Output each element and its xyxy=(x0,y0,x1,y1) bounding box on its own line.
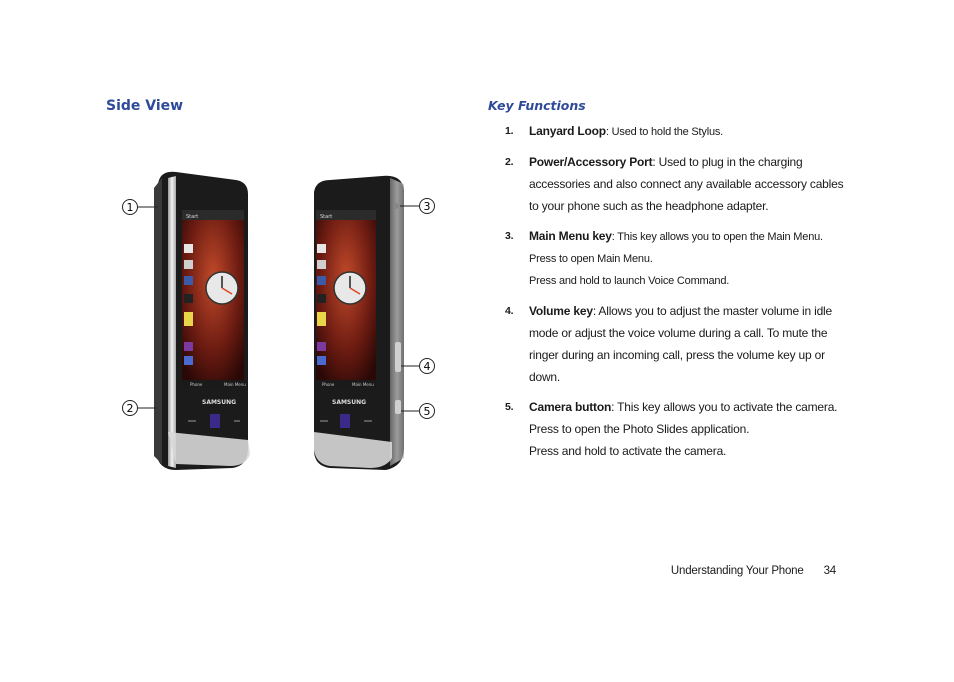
item-subline: Press and hold to activate the camera. xyxy=(529,444,727,458)
item-number: 3. xyxy=(505,230,514,242)
footer-section-title: Understanding Your Phone xyxy=(670,565,804,577)
volume-key xyxy=(395,342,401,372)
item-text: : This key allows you to activate the camera. xyxy=(611,400,838,414)
page-footer xyxy=(671,565,836,577)
main-menu-key xyxy=(393,203,399,209)
callout-3 xyxy=(400,199,435,214)
phone-left xyxy=(154,172,250,470)
soft-key-right-right: Main Menu xyxy=(352,382,374,387)
callout-5-label: 5 xyxy=(423,405,431,418)
list-item-main-menu-key xyxy=(500,225,845,292)
item-term: Lanyard Loop xyxy=(529,124,606,138)
phone-side-view-figure xyxy=(110,148,450,493)
item-number: 2. xyxy=(505,156,514,168)
callout-2-label: 2 xyxy=(126,402,134,415)
phone-right xyxy=(314,176,404,470)
status-bar-text-right: Start xyxy=(320,214,333,220)
soft-key-left: Phone xyxy=(190,382,203,387)
item-number: 4. xyxy=(505,305,514,317)
soft-key-right: Main Menu xyxy=(224,382,246,387)
page-number: 34 xyxy=(823,565,836,577)
item-subline: Press to open the Photo Slides application. xyxy=(529,422,750,436)
key-functions-title: Key Functions xyxy=(488,98,586,113)
brand-logo-right: SAMSUNG xyxy=(332,399,367,406)
list-item-lanyard-loop xyxy=(500,120,845,143)
list-item-power-port xyxy=(500,151,845,217)
item-term: Volume key xyxy=(529,304,593,318)
item-text: : This key allows you to open the Main Menu. xyxy=(611,231,823,243)
item-term: Camera button xyxy=(529,400,612,414)
item-subline: Press and hold to launch Voice Command. xyxy=(529,275,730,287)
item-term: Power/Accessory Port xyxy=(529,155,653,169)
item-number: 1. xyxy=(505,125,514,137)
brand-logo: SAMSUNG xyxy=(202,399,237,406)
callout-5 xyxy=(401,404,435,419)
item-text: : Used to hold the Stylus. xyxy=(605,126,724,138)
item-text: : Allows you to adjust the master volume in idle mode or adjust the voice volume during a call. To mute the ringer during an incoming call, press the volume key up or down. xyxy=(529,304,833,384)
list-item-volume-key xyxy=(500,300,845,388)
callout-2 xyxy=(123,401,159,416)
list-item-camera-button xyxy=(500,396,845,462)
item-subline: Press to open Main Menu. xyxy=(529,253,653,265)
callout-4 xyxy=(401,359,435,374)
callout-1-label: 1 xyxy=(126,201,134,214)
item-term: Main Menu key xyxy=(529,229,612,243)
callout-3-label: 3 xyxy=(423,200,431,213)
phone-illustration xyxy=(110,148,450,493)
item-number: 5. xyxy=(505,401,514,413)
item-text: : Used to plug in the charging accessories and also connect any available accessory cables to your phone such as the headphone adapter. xyxy=(529,155,844,213)
camera-button xyxy=(395,400,401,414)
section-title: Side View xyxy=(106,98,184,114)
soft-key-left-right: Phone xyxy=(322,382,335,387)
callout-1 xyxy=(123,200,159,215)
callout-4-label: 4 xyxy=(423,360,431,373)
status-bar-text: Start xyxy=(186,214,199,220)
key-functions-list xyxy=(500,120,845,470)
